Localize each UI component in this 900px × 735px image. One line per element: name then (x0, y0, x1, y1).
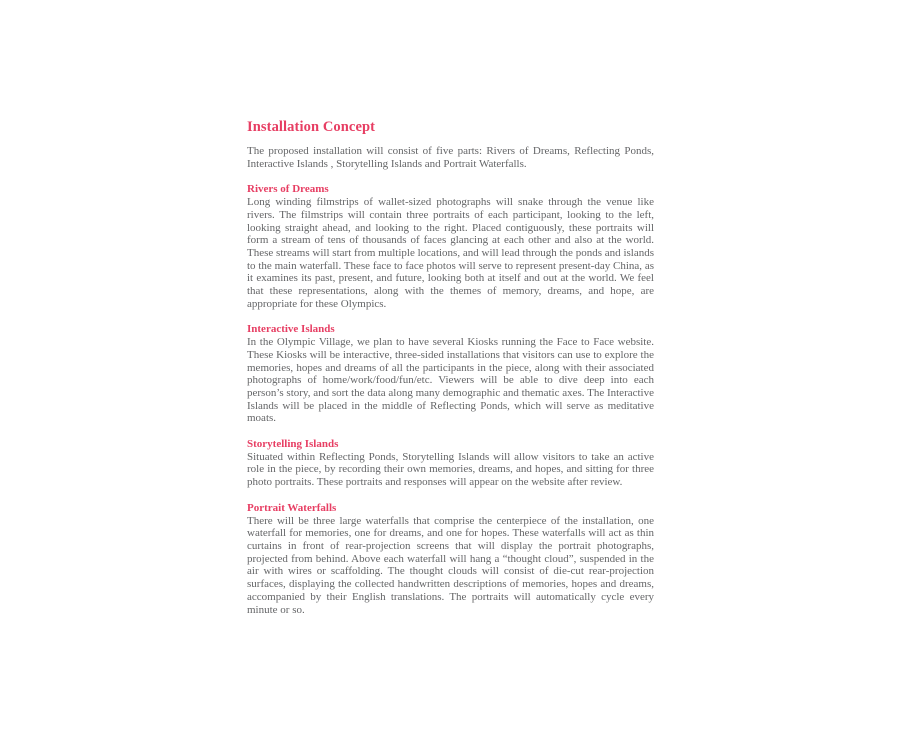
document-page (247, 119, 654, 616)
section-heading-portrait-waterfalls: Portrait Waterfalls (247, 501, 337, 514)
section-heading-storytelling-islands: Storytelling Islands (247, 438, 339, 451)
section-body-interactive-islands: In the Olympic Village, we plan to have several Kiosks running the Face to Face website. These Kiosks will be interactive, three-sided installations that visitors can use to explore the memories, hopes and dreams of all the participants in the piece, along with their associated photographs of home/work/food/fun/etc. Viewers will be able to dive deep into each person’s story, and sort the data along many demographic and thematic axes. The Interactive Islands will be placed in the middle of Reflecting Ponds, which will serve as meditative moats. (247, 336, 654, 425)
page-title: Installation Concept (247, 119, 376, 135)
intro-paragraph: The proposed installation will consist of five parts: Rivers of Dreams, Reflecting Ponds, Interactive Islands , Storytelling Islands and Portrait Waterfalls. (247, 145, 654, 170)
section-body-rivers-of-dreams: Long winding filmstrips of wallet-sized photographs will snake through the venue like rivers. The filmstrips will contain three portraits of each participant, looking to the left, looking straight ahead, and looking to the right. Placed contiguously, these portraits will form a stream of tens of thousands of faces glancing at each other and also at the world. These streams will start from multiple locations, and will lead through the ponds and islands to the main waterfall. These face to face photos will serve to represent present-day China, as it examines its past, present, and future, looking both at itself and out at the world. We feel that these representations, along with the themes of memory, dreams, and hope, are appropriate for these Olympics. (247, 196, 654, 310)
section-storytelling-islands (247, 438, 654, 489)
section-heading-rivers-of-dreams: Rivers of Dreams (247, 183, 329, 196)
section-body-storytelling-islands: Situated within Reflecting Ponds, Storytelling Islands will allow visitors to take an active role in the piece, by recording their own memories, dreams, and hopes, and sitting for three photo portraits. These portraits and responses will appear on the website after review. (247, 450, 654, 489)
section-interactive-islands (247, 323, 654, 425)
section-heading-interactive-islands: Interactive Islands (247, 323, 335, 336)
section-portrait-waterfalls (247, 502, 654, 616)
section-rivers-of-dreams (247, 183, 654, 310)
section-body-portrait-waterfalls: There will be three large waterfalls that comprise the centerpiece of the installation, one waterfall for memories, one for dreams, and one for hopes. These waterfalls will act as thin curtains in front of rear-projection screens that will display the portrait photographs, projected from behind. Above each waterfall will hang a “thought cloud”, suspended in the air with wires or scaffolding. The thought clouds will consist of die-cut rear-projection surfaces, displaying the collected handwritten descriptions of memories, hopes and dreams, accompanied by their English translations. The portraits will automatically cycle every minute or so. (247, 514, 654, 616)
